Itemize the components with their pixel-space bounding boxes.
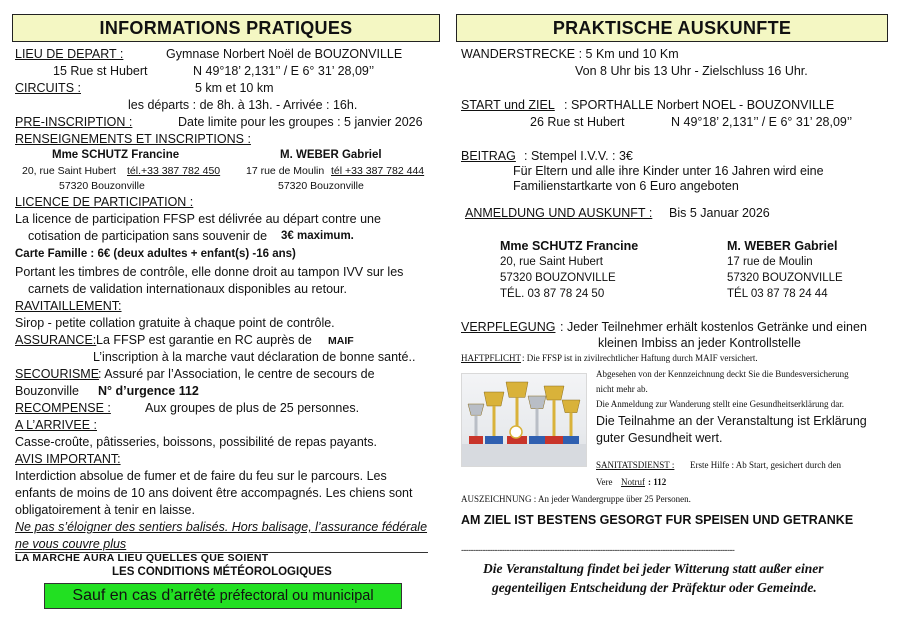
verpflegung-line2: kleinen Imbiss an jeder Kontrollstelle <box>598 336 801 350</box>
dash-divider: ------------------------------------------------------------------------------------------------------------------ <box>461 545 735 555</box>
sentiers-line2: ne vous couvre plus <box>15 537 127 551</box>
depart-place: Gymnase Norbert Noël de BOUZONVILLE <box>166 47 403 61</box>
auszeichnung: AUSZEICHNUNG : An jeder Wandergruppe über 25 Personen. <box>461 494 691 504</box>
contact2-name: M. WEBER Gabriel <box>280 149 382 161</box>
table-surface <box>462 444 587 467</box>
arrete-part1: Sauf en cas d’arrêté <box>72 587 216 604</box>
start-street: 26 Rue st Hubert <box>530 115 625 129</box>
am-ziel: AM ZIEL IST BESTENS GESORGT FUR SPEISEN UND GETRANKE <box>461 513 854 527</box>
licence-line1: La licence de participation FFSP est délivrée au départ contre une <box>15 212 381 226</box>
contact1-city: 57320 Bouzonville <box>59 180 145 192</box>
trophies-photo <box>461 373 587 467</box>
trophy-stem <box>493 406 496 436</box>
right-column <box>456 14 888 42</box>
assurance-value: La FFSP est garantie en RC auprès de <box>96 333 312 347</box>
assurance-label: ASSURANCE: <box>15 333 97 347</box>
ravitaillement-value: Sirop - petite collation gratuite à chaque point de contrôle. <box>15 316 335 330</box>
veranstaltung-line2: gegenteiligen Entscheidung der Präfektur oder Gemeinde. <box>492 580 817 595</box>
r-contact1-phone: TÉL. 03 87 78 24 50 <box>500 288 605 300</box>
ravitaillement-label: RAVITAILLEMENT: <box>15 299 122 313</box>
verpflegung-label: VERPFLEGUNG <box>461 320 556 334</box>
avis-label: AVIS IMPORTANT: <box>15 452 121 466</box>
arrete-banner <box>44 583 402 609</box>
r-contact1-name: Mme SCHUTZ Francine <box>500 239 639 253</box>
secourisme-city: Bouzonville <box>15 384 79 398</box>
assurance-line2: L’inscription à la marche vaut déclaration de bonne santé.. <box>93 350 416 364</box>
beitrag-line3: Familienstartkarte von 6 Euro angeboten <box>513 179 739 193</box>
renseignements-label: RENSEIGNEMENTS ET INSCRIPTIONS : <box>15 132 251 146</box>
anmeldung-label: ANMELDUNG UND AUSKUNFT : <box>465 206 653 220</box>
trophy-stem <box>475 415 478 436</box>
r-contact2-address: 17 rue de Moulin <box>727 256 813 268</box>
sanitats-line2: Vere <box>596 477 613 487</box>
r-contact1-address: 20, rue Saint Hubert <box>500 256 603 268</box>
preinscription-label: PRE-INSCRIPTION : <box>15 115 133 129</box>
circuits-value: 5 km et 10 km <box>195 81 274 95</box>
medal <box>510 426 522 438</box>
arrete-part2: préfectoral ou municipal <box>219 588 374 604</box>
trophy-cup <box>544 386 564 400</box>
anmeldung-value: Bis 5 Januar 2026 <box>669 206 770 220</box>
trophy-cup <box>562 400 580 413</box>
notruf-label: Notruf <box>621 477 645 487</box>
avis-line3: obligatoirement à tenir en laisse. <box>15 503 195 517</box>
trophy-base <box>529 436 545 444</box>
zeiten: Von 8 Uhr bis 13 Uhr - Zielschluss 16 Uhr. <box>575 64 808 78</box>
abgesehen-line1: Abgesehen von der Kennzeichnung deckt Sie die Bundesversicherung <box>596 369 849 379</box>
assurance-maif: MAIF <box>328 335 354 347</box>
contact1-address: 20, rue Saint Hubert <box>22 165 116 177</box>
arrivee-label: A L’ARRIVEE : <box>15 418 97 432</box>
start-label: START und ZIEL <box>461 98 555 112</box>
depart-label: LIEU DE DEPART : <box>15 47 124 61</box>
marche-line2: LES CONDITIONS MÉTÉOROLOGIQUES <box>112 566 332 578</box>
sanitats-value: Erste Hilfe : Ab Start, gesichert durch den <box>690 460 841 470</box>
trophy-base <box>469 436 483 444</box>
left-header: INFORMATIONS PRATIQUES <box>12 14 440 42</box>
start-value: : SPORTHALLE Norbert NOEL - BOUZONVILLE <box>564 98 835 112</box>
secourisme-value: : Assuré par l’Association, le centre de secours de <box>98 367 375 381</box>
trophy-cup <box>528 396 546 409</box>
contact2-address: 17 rue de Moulin <box>246 165 325 177</box>
sanitats-label: SANITATSDIENST : <box>596 460 675 470</box>
contact1-name: Mme SCHUTZ Francine <box>52 149 180 161</box>
arrivee-value: Casse-croûte, pâtisseries, boissons, possibilité de repas payants. <box>15 435 377 449</box>
contact2-city: 57320 Bouzonville <box>278 180 364 192</box>
abgesehen-line2: nicht mehr ab. <box>596 384 648 394</box>
contact1-phone: tél.+33 387 782 450 <box>127 165 221 177</box>
r-contact2-city: 57320 BOUZONVILLE <box>727 272 843 284</box>
left-column <box>12 14 440 42</box>
haftpflicht-label: HAFTPFLICHT <box>461 353 522 363</box>
teilnahme-line2: guter Gesundheit wert. <box>596 431 723 445</box>
trophy-stem <box>570 413 573 436</box>
haftpflicht-value: : Die FFSP ist in zivilrechtlicher Haftung durch MAIF versichert. <box>522 353 758 363</box>
beitrag-line2: Für Eltern und alle ihre Kinder unter 16 Jahren wird eine <box>513 164 824 178</box>
trophy-base <box>545 436 563 444</box>
licence-label: LICENCE DE PARTICIPATION : <box>15 195 194 209</box>
trophy-cup <box>468 404 484 415</box>
departs-text: les départs : de 8h. à 13h. - Arrivée : 16h. <box>128 98 358 112</box>
right-header: PRAKTISCHE AUSKUNFTE <box>456 14 888 42</box>
avis-line1: Interdiction absolue de fumer et de faire du feu sur le parcours. Les <box>15 469 387 483</box>
sentiers-line1: Ne pas s’éloigner des sentiers balisés. Hors balisage, l’assurance fédérale <box>15 520 428 534</box>
veranstaltung-line1: Die Veranstaltung findet bei jeder Witterung statt außer einer <box>483 561 824 576</box>
verpflegung-value: : Jeder Teilnehmer erhält kostenlos Getränke und einen <box>560 320 867 334</box>
timbres-line1: Portant les timbres de contrôle, elle donne droit au tampon IVV sur les <box>15 265 404 279</box>
marche-line1: LA MARCHE AURA LIEU QUELLES QUE SOIENT <box>15 552 269 564</box>
beitrag-label: BEITRAG <box>461 149 516 163</box>
secourisme-label: SECOURISME <box>15 367 100 381</box>
recompense-label: RECOMPENSE : <box>15 401 111 415</box>
anmeldung-wanderung: Die Anmeldung zur Wanderung stellt eine Gesundheitserklärung dar. <box>596 399 845 409</box>
trophy-base <box>485 436 503 444</box>
preinscription-value: Date limite pour les groupes : 5 janvier 2026 <box>178 115 423 129</box>
carte-famille: Carte Famille : 6€ (deux adultes + enfant(s) -16 ans) <box>15 248 296 260</box>
beitrag-value: : Stempel I.V.V. : 3€ <box>524 149 633 163</box>
recompense-value: Aux groupes de plus de 25 personnes. <box>145 401 360 415</box>
licence-max: 3€ maximum. <box>281 230 354 242</box>
trophy-cup <box>506 382 528 397</box>
depart-coords: N 49°18’ 2,131’’ / E 6° 31’ 28,09’’ <box>193 64 375 78</box>
wanderstrecke: WANDERSTRECKE : 5 Km und 10 Km <box>461 47 679 61</box>
contact2-phone: tél +33 387 782 444 <box>331 165 425 177</box>
trophy-cup <box>484 392 504 406</box>
r-contact1-city: 57320 BOUZONVILLE <box>500 272 616 284</box>
trophy-stem <box>553 400 556 436</box>
timbres-line2: carnets de validation internationaux disponibles au retour. <box>28 282 347 296</box>
trophy-base <box>563 436 579 444</box>
trophies-icon <box>462 374 587 467</box>
r-contact2-phone: TÉL 03 87 78 24 44 <box>727 288 828 300</box>
depart-street: 15 Rue st Hubert <box>53 64 148 78</box>
circuits-label: CIRCUITS : <box>15 81 81 95</box>
avis-line2: enfants de moins de 10 ans doivent être accompagnés. Les chiens sont <box>15 486 413 500</box>
start-coords: N 49°18’ 2,131’’ / E 6° 31’ 28,09’’ <box>671 115 853 129</box>
r-contact2-name: M. WEBER Gabriel <box>727 239 838 253</box>
notruf-value: : 112 <box>648 477 667 487</box>
licence-line2: cotisation de participation sans souvenir de <box>28 229 268 243</box>
trophy-stem <box>536 409 539 436</box>
teilnahme-line1: Die Teilnahme an der Veranstaltung ist Erklärung <box>596 414 867 428</box>
urgence-number: N° d’urgence 112 <box>98 384 199 398</box>
